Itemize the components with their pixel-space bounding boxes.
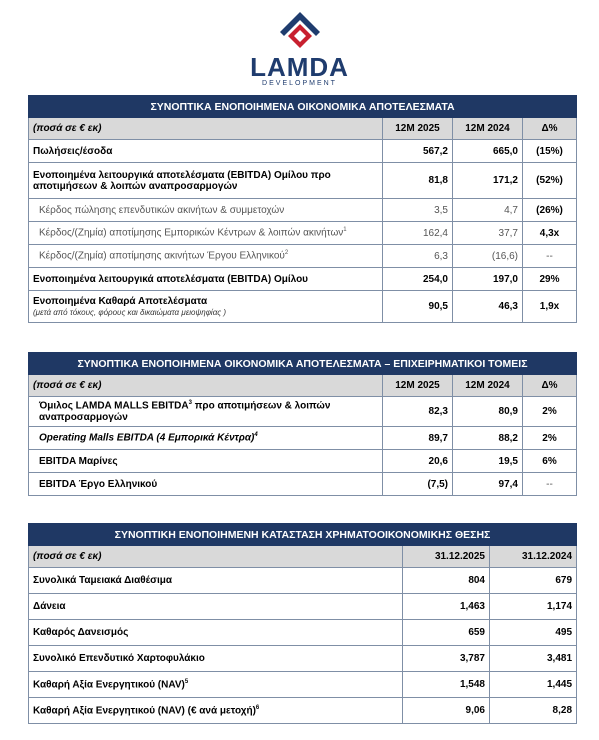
table-row: [29, 245, 577, 268]
cell-value: 8,28: [490, 698, 577, 724]
cell-value: 2%: [523, 427, 577, 450]
row-label: Ενοποιημένα λειτουργικά αποτελέσματα (EBITDA) Ομίλου: [29, 268, 383, 291]
cell-value: 97,4: [453, 473, 523, 496]
row-label: Κέρδος/(Ζημία) αποτίμησης Εμπορικών Κέντρων & λοιπών ακινήτων: [39, 227, 344, 239]
cell-value: 20,6: [383, 450, 453, 473]
row-label: EBITDA Έργο Ελληνικού: [29, 473, 383, 496]
cell-value: 90,5: [383, 291, 453, 323]
table-row: [29, 397, 577, 427]
cell-value: (7,5): [383, 473, 453, 496]
table-row: [29, 450, 577, 473]
cell-value: 1,174: [490, 594, 577, 620]
cell-value: 162,4: [383, 222, 453, 245]
footnote-marker: 2: [284, 250, 289, 257]
cell-value: 171,2: [453, 163, 523, 199]
row-label: Καθαρή Αξία Ενεργητικού (NAV) (€ ανά μετοχή): [33, 705, 256, 717]
cell-value: --: [523, 245, 577, 268]
cell-value: (15%): [523, 140, 577, 163]
cell-value: --: [523, 473, 577, 496]
table-financial-results: [28, 95, 577, 323]
table-row: [29, 163, 577, 199]
table-title: ΣΥΝΟΠΤΙΚΑ ΕΝΟΠΟΙΗΜΕΝΑ ΟΙΚΟΝΟΜΙΚΑ ΑΠΟΤΕΛΕΣΜΑΤΑ: [29, 96, 577, 118]
row-label: Κέρδος πώλησης επενδυτικών ακινήτων & συμμετοχών: [29, 199, 383, 222]
cell-value: 3,481: [490, 646, 577, 672]
table-row: [29, 427, 577, 450]
footnote-marker: 1: [343, 227, 347, 234]
table-row: [29, 672, 577, 698]
footnote-marker: 6: [255, 704, 260, 711]
cell-value: 2%: [523, 397, 577, 427]
cell-value: 804: [403, 568, 490, 594]
row-label: Καθαρή Αξία Ενεργητικού (NAV): [33, 679, 185, 691]
row-label: Πωλήσεις/έσοδα: [29, 140, 383, 163]
cell-value: 665,0: [453, 140, 523, 163]
cell-value: (16,6): [453, 245, 523, 268]
cell-value: 659: [403, 620, 490, 646]
cell-value: 81,8: [383, 163, 453, 199]
footnote-marker: 5: [184, 678, 189, 685]
table-segments: [28, 352, 577, 496]
cell-value: 29%: [523, 268, 577, 291]
lamda-logo: [0, 0, 599, 90]
table-row: [29, 222, 577, 245]
table-row: [29, 594, 577, 620]
cell-value: 4,3x: [523, 222, 577, 245]
table-row: [29, 620, 577, 646]
table-row: [29, 291, 577, 323]
table-title: ΣΥΝΟΠΤΙΚΗ ΕΝΟΠΟΙΗΜΕΝΗ ΚΑΤΑΣΤΑΣΗ ΧΡΗΜΑΤΟΟΙΚΟΝΟΜΙΚΗΣ ΘΕΣΗΣ: [29, 524, 577, 546]
table-financial-position: [28, 523, 577, 724]
cell-value: 9,06: [403, 698, 490, 724]
row-label: Συνολικά Ταμειακά Διαθέσιμα: [29, 568, 403, 594]
footnote-marker: 3: [188, 400, 192, 407]
cell-value: 4,7: [453, 199, 523, 222]
cell-value: 567,2: [383, 140, 453, 163]
column-header: Δ%: [523, 118, 577, 140]
cell-value: (52%): [523, 163, 577, 199]
cell-value: 1,463: [403, 594, 490, 620]
column-header: 31.12.2025: [403, 546, 490, 568]
cell-value: (26%): [523, 199, 577, 222]
cell-value: 3,787: [403, 646, 490, 672]
logo-subtitle: DEVELOPMENT: [262, 80, 337, 87]
row-label: Καθαρός Δανεισμός: [29, 620, 403, 646]
cell-value: 197,0: [453, 268, 523, 291]
cell-value: 679: [490, 568, 577, 594]
row-label: Κέρδος/(Ζημία) αποτίμησης ακινήτων Έργου Ελληνικού: [39, 250, 285, 262]
row-label: Συνολικό Επενδυτικό Χαρτοφυλάκιο: [29, 646, 403, 672]
column-header: Δ%: [523, 375, 577, 397]
row-label: EBITDA Μαρίνες: [29, 450, 383, 473]
row-note: (μετά από τόκους, φόρους και δικαιώματα μειοψηφίας ): [33, 307, 227, 317]
table-row: [29, 568, 577, 594]
cell-value: 82,3: [383, 397, 453, 427]
row-label: Όμιλος LAMDA MALLS EBITDA: [39, 400, 189, 412]
row-label: Operating Malls EBITDA (4 Εμπορικά Κέντρα): [39, 432, 255, 444]
column-header: 12M 2025: [383, 375, 453, 397]
table-row: [29, 646, 577, 672]
table-row: [29, 199, 577, 222]
footnote-marker: 4: [254, 432, 258, 439]
row-label: Ενοποιημένα Καθαρά Αποτελέσματα: [33, 295, 208, 307]
unit-label: (ποσά σε € εκ): [29, 118, 383, 140]
logo-word: LAMDA: [250, 52, 349, 82]
column-header: 31.12.2024: [490, 546, 577, 568]
cell-value: 495: [490, 620, 577, 646]
cell-value: 46,3: [453, 291, 523, 323]
table-row: [29, 473, 577, 496]
row-label: Δάνεια: [29, 594, 403, 620]
cell-value: 254,0: [383, 268, 453, 291]
cell-value: 1,9x: [523, 291, 577, 323]
row-label: Ενοποιημένα λειτουργικά αποτελέσματα (EBITDA) Ομίλου προ αποτιμήσεων & λοιπών αναπροσαρμογών: [29, 163, 383, 199]
cell-value: 80,9: [453, 397, 523, 427]
row-label-continued: προ αποτιμήσεων & λοιπών αναπροσαρμογών: [39, 400, 331, 423]
table-row: [29, 698, 577, 724]
cell-value: 89,7: [383, 427, 453, 450]
column-header: 12M 2024: [453, 375, 523, 397]
unit-label: (ποσά σε € εκ): [29, 375, 383, 397]
cell-value: 6,3: [383, 245, 453, 268]
table-title: ΣΥΝΟΠΤΙΚΑ ΕΝΟΠΟΙΗΜΕΝΑ ΟΙΚΟΝΟΜΙΚΑ ΑΠΟΤΕΛΕΣΜΑΤΑ – ΕΠΙΧΕΙΡΗΜΑΤΙΚΟΙ ΤΟΜΕΙΣ: [29, 353, 577, 375]
cell-value: 3,5: [383, 199, 453, 222]
cell-value: 37,7: [453, 222, 523, 245]
cell-value: 1,548: [403, 672, 490, 698]
column-header: 12M 2025: [383, 118, 453, 140]
cell-value: 6%: [523, 450, 577, 473]
unit-label: (ποσά σε € εκ): [29, 546, 403, 568]
table-row: [29, 268, 577, 291]
column-header: 12M 2024: [453, 118, 523, 140]
table-row: [29, 140, 577, 163]
cell-value: 88,2: [453, 427, 523, 450]
cell-value: 19,5: [453, 450, 523, 473]
lamda-logo-icon: [276, 10, 324, 50]
cell-value: 1,445: [490, 672, 577, 698]
